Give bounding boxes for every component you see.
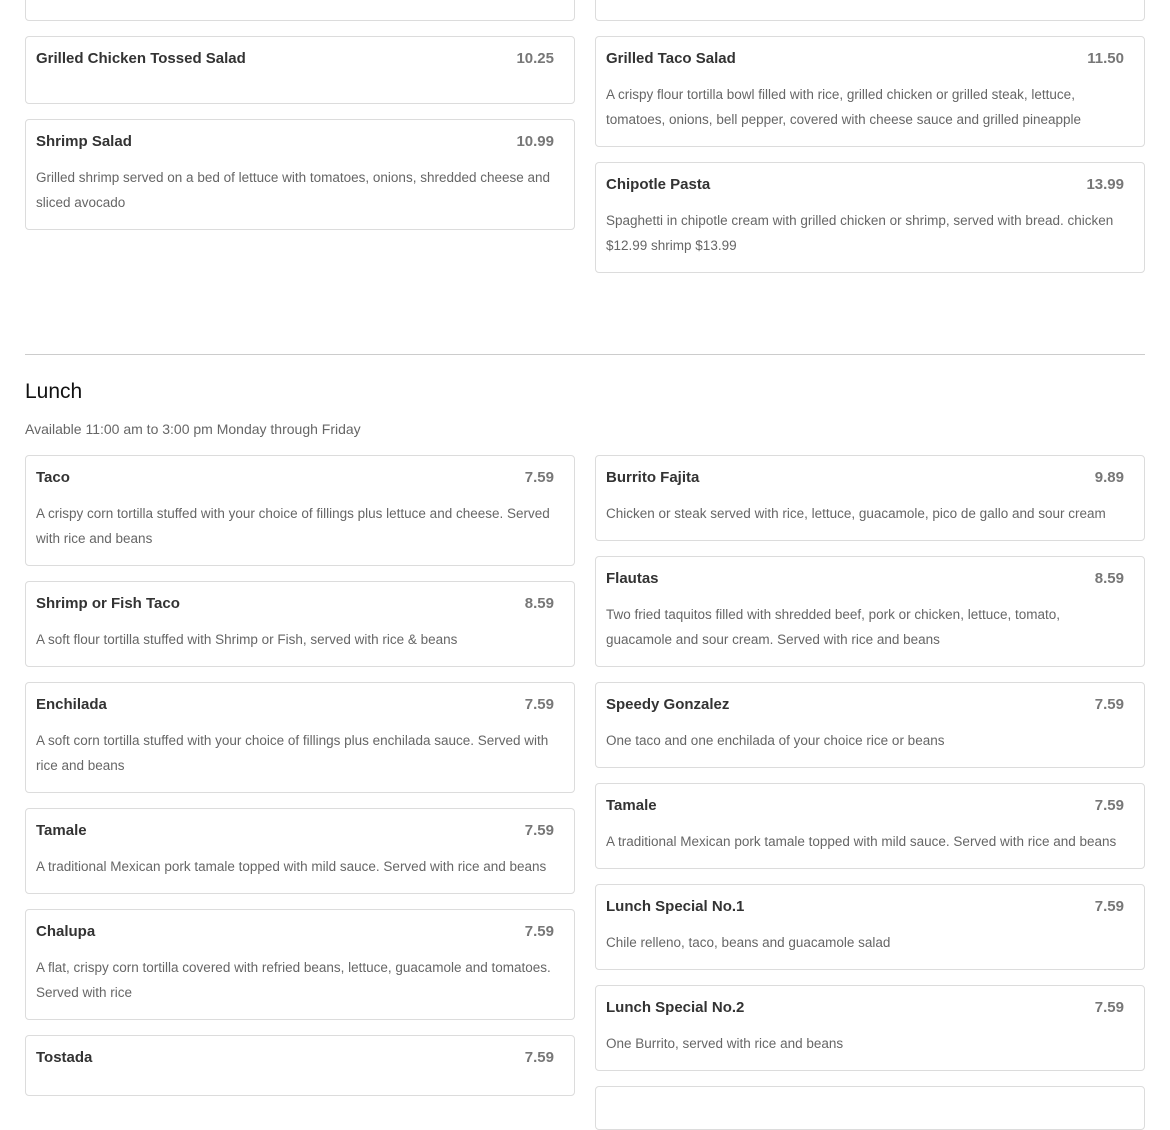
item-name: Chalupa [36, 923, 96, 940]
item-name: Flautas [606, 570, 659, 587]
item-description: A crispy flour tortilla bowl filled with rice, grilled chicken or grilled steak, lettuce, tomatoes, onions, bell pepper, covered with cheese sauce and grilled pineapple [606, 87, 1082, 127]
item-name: Grilled Chicken Tossed Salad [36, 50, 246, 67]
menu-item-card[interactable] [595, 455, 1145, 541]
salads-left-column [25, 0, 575, 230]
menu-item-card[interactable] [595, 682, 1145, 768]
salads-right-column [595, 0, 1145, 273]
item-price: 7.59 [524, 923, 554, 940]
item-price: 9.89 [1094, 469, 1124, 486]
menu-item-card[interactable] [25, 0, 575, 21]
item-price: 7.59 [524, 696, 554, 713]
item-name: Shrimp or Fish Taco [36, 595, 180, 612]
salads-grid [25, 0, 1145, 273]
item-name: Taco [36, 469, 70, 486]
menu-item-card[interactable] [25, 36, 575, 104]
menu-item-card[interactable] [25, 119, 575, 230]
item-description: A flat, crispy corn tortilla covered with refried beans, lettuce, guacamole and tomatoes. Served with rice [36, 960, 551, 1000]
item-name: Enchilada [36, 696, 107, 713]
item-description: Spaghetti in chipotle cream with grilled chicken or shrimp, served with bread. chicken $12.99 shrimp $13.99 [606, 213, 1114, 253]
item-description [36, 67, 554, 89]
menu-item-card[interactable] [595, 556, 1145, 667]
menu-item-card[interactable] [595, 884, 1145, 970]
menu-item-card[interactable] [25, 581, 575, 667]
menu-page [25, 0, 1145, 1130]
section-subtitle: Available 11:00 am to 3:00 pm Monday through Friday [25, 421, 361, 437]
lunch-grid [25, 455, 1145, 1130]
item-price: 7.59 [1094, 696, 1124, 713]
item-description: A soft flour tortilla stuffed with Shrimp or Fish, served with rice & beans [36, 632, 458, 647]
menu-item-card[interactable] [595, 783, 1145, 869]
menu-item-card[interactable] [25, 909, 575, 1020]
item-name: Tamale [36, 822, 87, 839]
item-description: Chicken or steak served with rice, lettuce, guacamole, pico de gallo and sour cream [606, 506, 1106, 521]
item-description: Grilled shrimp served on a bed of lettuce with tomatoes, onions, shredded cheese and sliced avocado [36, 170, 551, 210]
item-description: Chile relleno, taco, beans and guacamole salad [606, 935, 891, 950]
lunch-right-column [595, 455, 1145, 1130]
item-name: Tamale [606, 797, 657, 814]
menu-item-card[interactable] [25, 1035, 575, 1096]
item-price: 8.59 [524, 595, 554, 612]
item-price: 11.50 [1087, 50, 1124, 67]
menu-item-card[interactable] [595, 1086, 1145, 1130]
menu-item-card[interactable] [25, 455, 575, 566]
menu-item-card[interactable] [25, 808, 575, 894]
item-price: 7.59 [1094, 898, 1124, 915]
item-price: 7.59 [524, 822, 554, 839]
menu-item-card[interactable] [595, 985, 1145, 1071]
lunch-left-column [25, 455, 575, 1096]
menu-item-card[interactable] [595, 0, 1145, 21]
item-price: 7.59 [524, 469, 554, 486]
item-description: A soft corn tortilla stuffed with your choice of fillings plus enchilada sauce. Served with rice and beans [36, 733, 549, 773]
menu-item-card[interactable] [25, 682, 575, 793]
item-price: 7.59 [1094, 797, 1124, 814]
item-description: One taco and one enchilada of your choice rice or beans [606, 733, 945, 748]
item-description: Two fried taquitos filled with shredded beef, pork or chicken, lettuce, tomato, guacamole and sour cream. Served with rice and beans [606, 607, 1060, 647]
section-title: Lunch [25, 380, 83, 403]
item-price: 13.99 [1086, 176, 1124, 193]
item-description [36, 0, 554, 6]
menu-item-card[interactable] [595, 36, 1145, 147]
item-price: 8.59 [1094, 570, 1124, 587]
item-name: Lunch Special No.1 [606, 898, 745, 915]
item-name: Tostada [36, 1049, 93, 1066]
item-name: Grilled Taco Salad [606, 50, 736, 67]
item-name: Lunch Special No.2 [606, 999, 745, 1016]
menu-item-card[interactable] [595, 162, 1145, 273]
item-name: Shrimp Salad [36, 133, 132, 150]
item-description [606, 0, 1124, 6]
item-description: A traditional Mexican pork tamale topped with mild sauce. Served with rice and beans [36, 859, 547, 874]
item-description: A traditional Mexican pork tamale topped with mild sauce. Served with rice and beans [606, 834, 1117, 849]
item-price: 7.59 [1094, 999, 1124, 1016]
section-divider [25, 354, 1145, 355]
item-name: Speedy Gonzalez [606, 696, 730, 713]
item-price: 10.99 [516, 133, 554, 150]
item-name: Chipotle Pasta [606, 176, 711, 193]
item-description: One Burrito, served with rice and beans [606, 1036, 844, 1051]
item-name: Burrito Fajita [606, 469, 700, 486]
item-price: 7.59 [524, 1049, 554, 1066]
item-price: 10.25 [516, 50, 554, 67]
item-description: A crispy corn tortilla stuffed with your choice of fillings plus lettuce and cheese. Served with rice and beans [36, 506, 550, 546]
